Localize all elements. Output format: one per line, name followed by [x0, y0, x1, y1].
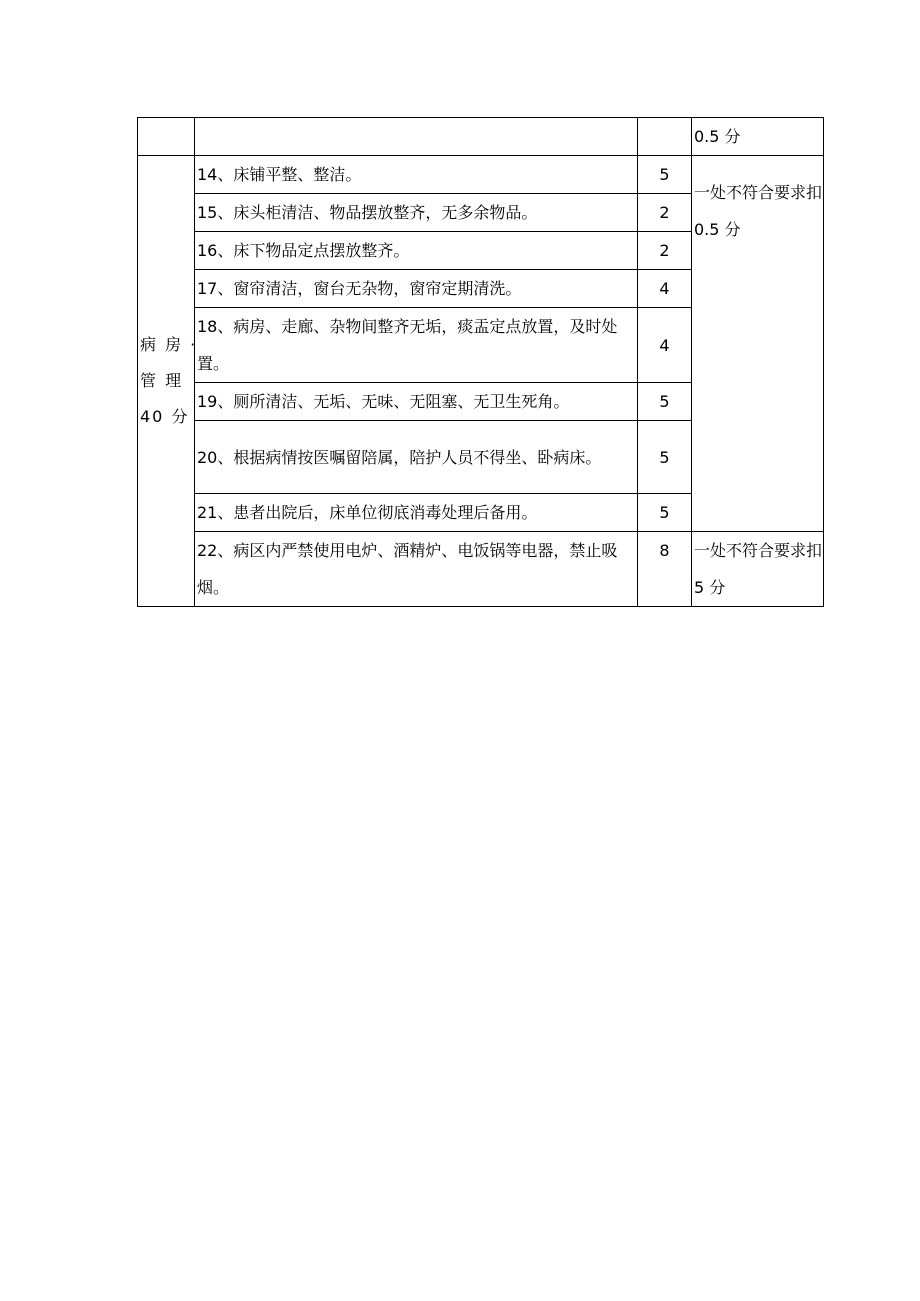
- item-cell: 20、根据病情按医嘱留陪属，陪护人员不得坐、卧病床。: [195, 421, 638, 494]
- score-cell: 5: [638, 494, 692, 532]
- deduction-cell: 0.5 分: [692, 118, 824, 156]
- score-cell: 5: [638, 156, 692, 194]
- score-cell: 8: [638, 532, 692, 607]
- item-cell-empty: [195, 118, 638, 156]
- item-cell: 18、病房、走廊、杂物间整齐无垢，痰盂定点放置，及时处置。: [195, 308, 638, 383]
- item-cell: 16、床下物品定点摆放整齐。: [195, 232, 638, 270]
- item-cell: 17、窗帘清洁，窗台无杂物，窗帘定期清洗。: [195, 270, 638, 308]
- table-row: [138, 156, 824, 194]
- table-row: [138, 118, 824, 156]
- table-row: [138, 532, 824, 607]
- deduction-cell: 一处不符合要求扣 5 分: [692, 532, 824, 607]
- scoring-table: [137, 117, 824, 607]
- item-cell: 15、床头柜清洁、物品摆放整齐，无多余物品。: [195, 194, 638, 232]
- score-cell: 2: [638, 194, 692, 232]
- score-cell: 5: [638, 383, 692, 421]
- category-label-line2: 管 理: [140, 371, 184, 390]
- item-cell: 14、床铺平整、整洁。: [195, 156, 638, 194]
- category-cell: [138, 156, 198, 607]
- item-cell: 19、厕所清洁、无垢、无味、无阻塞、无卫生死角。: [195, 383, 638, 421]
- category-label-line3: 40 分: [140, 407, 190, 426]
- score-cell-empty: [638, 118, 692, 156]
- category-cell-empty: [138, 118, 195, 156]
- score-cell: 4: [638, 308, 692, 383]
- deduction-cell: 一处不符合要求扣 0.5 分: [692, 156, 824, 532]
- score-cell: 4: [638, 270, 692, 308]
- item-cell: 22、病区内严禁使用电炉、酒精炉、电饭锅等电器，禁止吸烟。: [195, 532, 638, 607]
- score-cell: 5: [638, 421, 692, 494]
- category-label-line1: 病 房 ·: [140, 335, 198, 354]
- item-cell: 21、患者出院后，床单位彻底消毒处理后备用。: [195, 494, 638, 532]
- score-cell: 2: [638, 232, 692, 270]
